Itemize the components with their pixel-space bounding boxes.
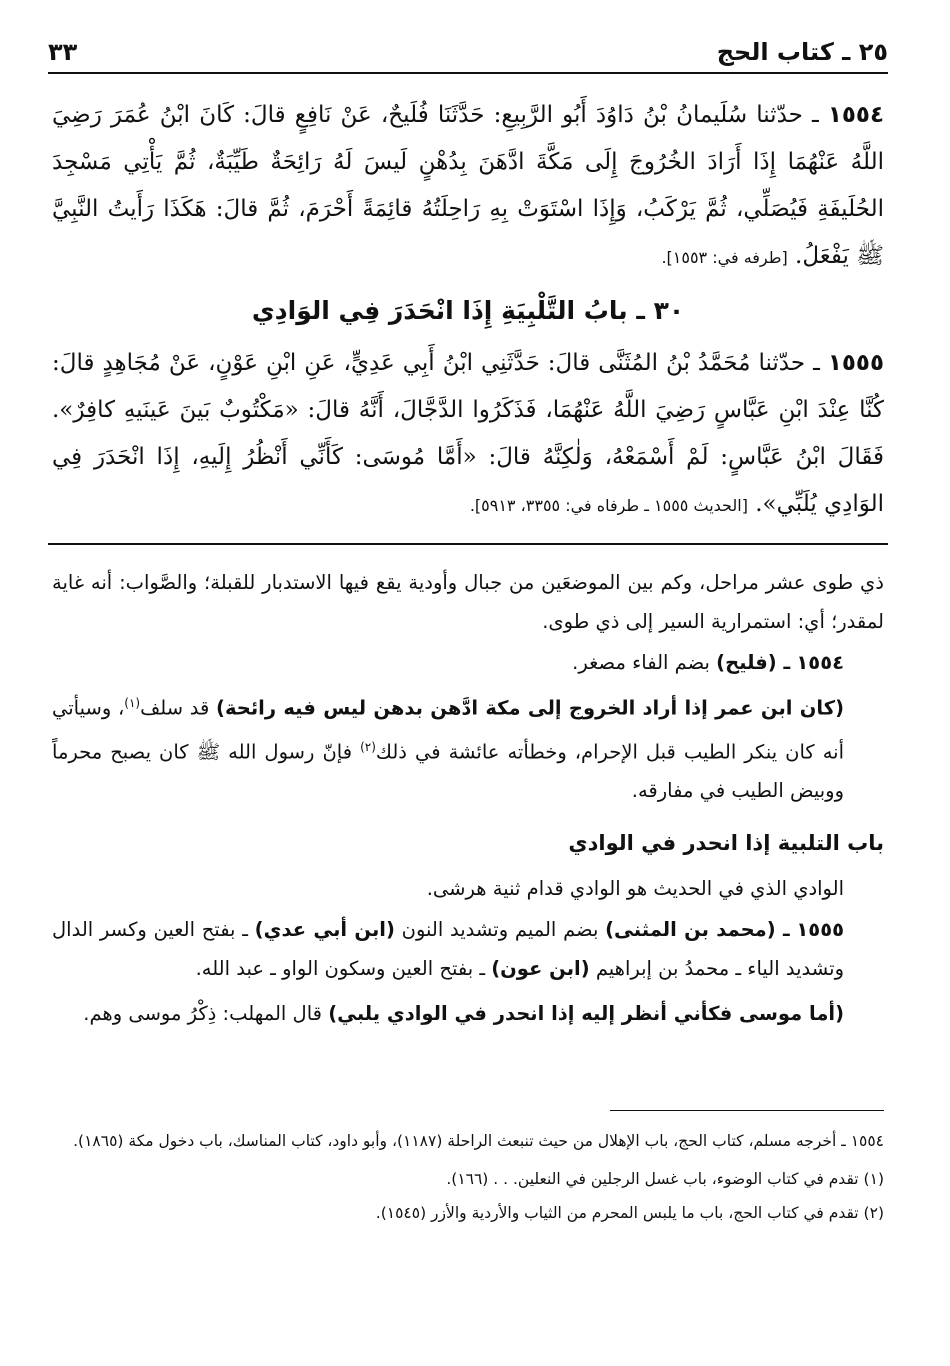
commentary-text: قد سلف xyxy=(140,696,210,720)
footnotes xyxy=(52,1125,884,1229)
hadith-reference: [الحديث ١٥٥٥ ـ طرفاه في: ٣٣٥٥، ٥٩١٣]. xyxy=(469,496,748,515)
commentary-musa xyxy=(52,994,884,1033)
commentary-quote-ibn-umar xyxy=(52,684,884,810)
commentary-bold: (ابن أبي عدي) xyxy=(254,918,395,941)
commentary-text: ـ بفتح العين وسكون الواو ـ عبد الله. xyxy=(195,957,486,980)
footnote-1 xyxy=(52,1163,884,1195)
footnote-marker: (١) xyxy=(124,696,141,710)
commentary-text: فإنّ رسول الله ﷺ كان يصبح محرماً ووبيض الطيب في مفارقه. xyxy=(52,740,844,802)
commentary-bold: (أما موسى فكأني أنظر إليه إذا انحدر في الوادي يلبي) xyxy=(328,1002,844,1025)
commentary-subheading: باب التلبية إذا انحدر في الوادي xyxy=(568,831,884,855)
hadith-1555 xyxy=(52,340,884,529)
chapter-heading: ٣٠ ـ بابُ التَّلْبِيَةِ إِذَا انْحَدَرَ فِي الوَادِي xyxy=(251,296,685,325)
commentary-text: بضم الميم وتشديد النون xyxy=(401,918,599,941)
page-header xyxy=(48,24,888,74)
commentary-text: ، وسيأتي أنه كان ينكر الطيب قبل الإحرام، وخطأته عائشة في ذلك xyxy=(52,696,845,763)
commentary-paragraph: ذي طوى عشر مراحل، وكم بين الموضعَين من جبال وأودية يقع فيها الاستدبار للقبلة؛ والصَّواب: أنه غاية لمقدر؛ أي: استمرارية السير إلى ذي طوى. xyxy=(52,571,884,633)
hadith-text: ـ حدّثنا سُلَيمانُ بْنُ دَاوُدَ أَبُو الرَّبِيعِ: حَدَّثَنَا فُلَيحٌ، عَنْ نَافِعٍ قالَ: كَانَ ابْنُ عُمَرَ رَضِيَ اللَّهُ عَنْهُمَا إِذَا أَرَادَ الخُرُوجَ إِلَى مَكَّةَ ادَّهَنَ بِدُهْنٍ لَيسَ لَهُ رَائِحَةٌ طَيِّبَةٌ، ثُمَّ يَأْتِي مَسْجِدَ الحُلَيفَةِ فَيُصَلِّي، ثُمَّ يَرْكَبُ، وَإِذَا اسْتَوَتْ بِهِ رَاحِلَتُهُ قائِمَةً أَحْرَمَ، ثُمَّ قالَ: هَكَذَا رَأَيتُ النَّبِيَّ ﷺ يَفْعَلُ. xyxy=(52,102,884,269)
commentary-bold: ـ (محمد بن المثنى) xyxy=(605,918,790,941)
commentary-1555 xyxy=(52,910,884,988)
hadith-text: ـ حدّثنا مُحَمَّدُ بْنُ المُثَنَّى قالَ: حَدَّثَنِي ابْنُ أَبِي عَدِيٍّ، عَنِ ابْنِ عَوْنٍ، عَنْ مُجَاهِدٍ قالَ: كُنَّا عِنْدَ ابْنِ عَبَّاسٍ رَضِيَ اللَّهُ عَنْهُمَا، فَذَكَرُوا الدَّجَّالَ، أَنَّهُ قالَ: «مَكْتُوبٌ بَينَ عَينَيهِ كافِرٌ». فَقَالَ ابْنُ عَبَّاسٍ: لَمْ أَسْمَعْهُ، وَلٰكِنَّهُ قالَ: «أَمَّا مُوسَى: كَأَنِّي أَنْظُرُ إِلَيهِ، إِذَا انْحَدَرَ فِي الوَادِي يُلَبِّي». xyxy=(52,350,884,517)
footnote-number: (٢) xyxy=(863,1204,884,1222)
commentary-number: ١٥٥٥ xyxy=(796,918,844,941)
commentary-wadi: الوادي الذي في الحديث هو الوادي قدام ثنية هرشى. xyxy=(426,877,844,900)
footnote-1554: ١٥٥٤ ـ أخرجه مسلم، كتاب الحج، باب الإهلال من حيث تنبعث الراحلة (١١٨٧)، وأبو داود، كتاب المناسك، باب دخول مكة (١٨٦٥). xyxy=(73,1132,884,1150)
commentary xyxy=(52,563,884,1033)
footnote-2 xyxy=(52,1197,884,1229)
page-number: ٣٣ xyxy=(48,38,78,66)
hadith-number: ١٥٥٤ xyxy=(827,102,884,128)
commentary-bold: (كان ابن عمر إذا أراد الخروج إلى مكة ادَّهن بدهن ليس فيه رائحة) xyxy=(216,696,844,720)
section-divider xyxy=(48,543,888,545)
commentary-number: ١٥٥٤ xyxy=(796,651,844,674)
commentary-text: بضم الفاء مصغر. xyxy=(572,651,710,674)
commentary-text: ـ بفتح العين وكسر الدال وتشديد الياء ـ محمدُ بن إبراهيم xyxy=(52,918,844,980)
footnote-divider xyxy=(610,1110,884,1111)
footnote-text: تقدم في كتاب الوضوء، باب غسل الرجلين في النعلين. . . (١٦٦). xyxy=(446,1170,859,1188)
hadith-number: ١٥٥٥ xyxy=(827,350,884,376)
footnote-number: (١) xyxy=(863,1170,884,1188)
commentary-1554 xyxy=(52,643,884,682)
footnote-marker: (٢) xyxy=(360,739,376,754)
hadith-1554 xyxy=(52,92,884,281)
hadith-reference: [طرفه في: ١٥٥٣]. xyxy=(661,248,788,267)
running-chapter-title: ٢٥ ـ كتاب الحج xyxy=(716,38,888,66)
commentary-text: قال المهلب: ذِكْرُ موسى وهم. xyxy=(83,1002,322,1025)
commentary-bold: ـ (فليح) xyxy=(716,651,791,674)
footnote-text: تقدم في كتاب الحج، باب ما يلبس المحرم من الثياب والأردية والأزر (١٥٤٥). xyxy=(375,1204,859,1222)
commentary-bold: (ابن عون) xyxy=(491,957,590,980)
